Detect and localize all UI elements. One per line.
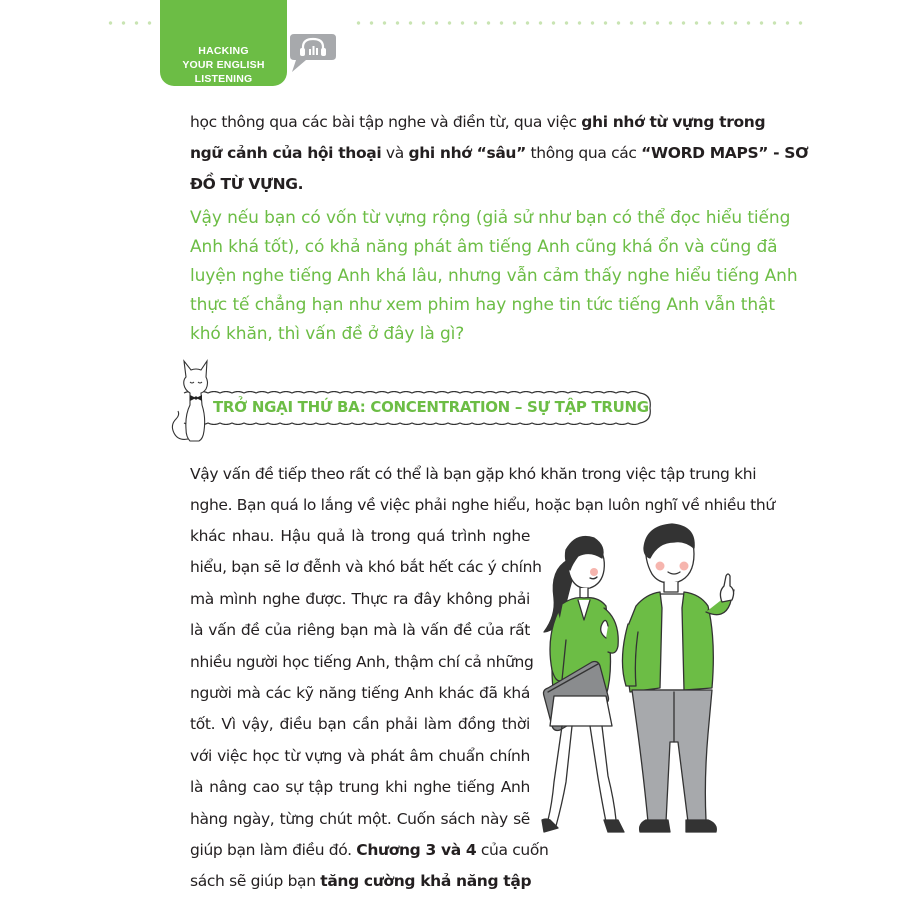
cat-icon — [168, 355, 216, 445]
header-dots-left — [104, 18, 156, 28]
text-line: Vậy nếu bạn có vốn từ vựng rộng (giả sử như bạn có thể đọc hiểu tiếng — [190, 208, 791, 228]
text-line: là vấn đề của riêng bạn mà là vấn đề của rất — [190, 621, 530, 640]
bold-text: ngữ cảnh của hội thoại — [190, 144, 382, 162]
text-span: của cuốn — [476, 841, 549, 860]
text-line — [190, 835, 549, 866]
text-line — [190, 169, 744, 200]
text-line: luyện nghe tiếng Anh khá lâu, nhưng vẫn cảm thấy nghe hiểu tiếng Anh — [190, 266, 798, 286]
section-heading — [166, 391, 652, 425]
text-span: giúp bạn làm điều đó. — [190, 841, 357, 860]
text-line — [190, 138, 809, 169]
concentration-paragraph-column — [190, 521, 549, 898]
text-line: là nâng cao sự tập trung khi nghe tiếng Anh — [190, 778, 530, 797]
text-line: người mà các kỹ năng tiếng Anh khác đã khá — [190, 684, 530, 703]
text-line: Vậy vấn đề tiếp theo rất có thể là bạn gặp khó khăn trong việc tập trung khi — [190, 465, 757, 483]
text-line: tốt. Vì vậy, điều bạn cần phải làm đồng thời — [190, 715, 530, 734]
text-line: Anh khá tốt), có khả năng phát âm tiếng Anh cũng khá ổn và cũng đã — [190, 237, 778, 257]
question-paragraph — [190, 204, 798, 349]
bold-text: Chương 3 và 4 — [356, 841, 477, 860]
section-heading-text: TRỞ NGẠI THỨ BA: CONCENTRATION – SỰ TẬP TRUNG — [213, 398, 649, 416]
man-figure — [622, 524, 734, 832]
text-line: nhiều người học tiếng Anh, thậm chí cả những — [190, 652, 534, 671]
bold-text: ĐỒ TỪ VỰNG. — [190, 175, 304, 193]
text-line: nghe. Bạn quá lo lắng về việc phải nghe hiểu, hoặc bạn luôn nghĩ về nhiều thứ — [190, 496, 775, 515]
couple-illustration — [528, 520, 768, 850]
text-line: với việc học từ vựng và phát âm chuẩn chính — [190, 746, 530, 765]
header-dots-right — [352, 18, 807, 28]
text-line: khác nhau. Hậu quả là trong quá trình nghe — [190, 527, 530, 545]
text-span: sách sẽ giúp bạn — [190, 872, 321, 891]
text-line: mà mình nghe được. Thực ra đây không phải — [190, 589, 530, 608]
text-line — [190, 866, 530, 897]
bold-text: tăng cường khả năng tập — [320, 872, 532, 891]
book-title-tab — [160, 0, 287, 86]
intro-paragraph — [190, 107, 809, 200]
text-span: thông qua các — [525, 144, 642, 162]
text-span: học thông qua các bài tập nghe và điền từ, qua việc — [190, 113, 582, 131]
text-line: hàng ngày, từng chút một. Cuốn sách này sẽ — [190, 809, 530, 828]
bold-text: ghi nhớ “sâu” — [408, 144, 526, 162]
text-line: khó khăn, thì vấn đề ở đây là gì? — [190, 324, 465, 344]
text-line — [190, 107, 766, 138]
concentration-paragraph-full — [190, 459, 775, 522]
bold-text: “WORD MAPS” - SƠ — [641, 144, 809, 162]
text-line: thực tế chẳng hạn như xem phim hay nghe tin tức tiếng Anh vẫn thật — [190, 295, 775, 315]
text-line: hiểu, bạn sẽ lơ đễnh và khó bắt hết các ý chính — [190, 558, 542, 577]
text-span: và — [381, 144, 409, 162]
bold-text: ghi nhớ từ vựng trong — [581, 113, 766, 131]
book-title-line2: YOUR ENGLISH LISTENING — [182, 59, 265, 85]
book-title-line1: HACKING — [198, 45, 249, 57]
woman-figure — [542, 537, 624, 833]
headphones-icon — [286, 30, 338, 76]
